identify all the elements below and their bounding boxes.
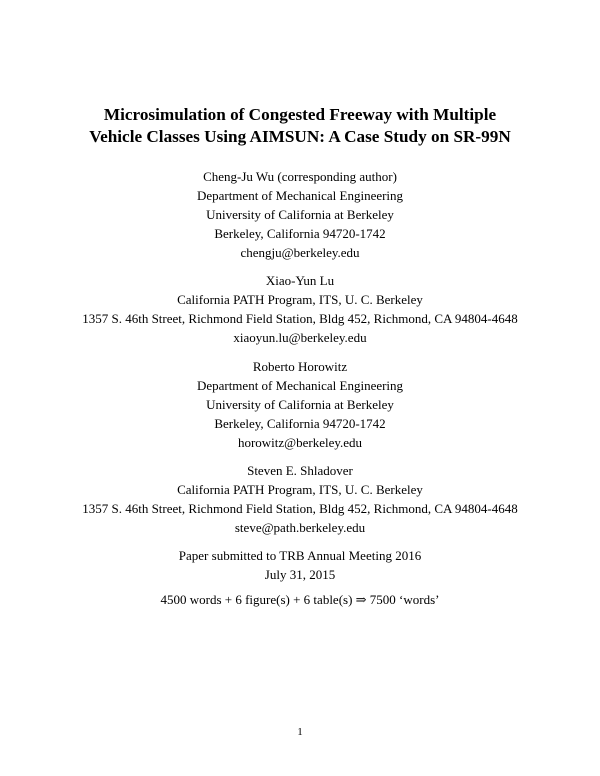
author-address-line: 1357 S. 46th Street, Richmond Field Station, Bldg 452, Richmond, CA 94804-4648	[82, 311, 518, 326]
author-email: chengju@berkeley.edu	[240, 245, 360, 260]
author-affiliation-line: Department of Mechanical Engineering	[196, 188, 404, 203]
author-name: Roberto Horowitz	[252, 359, 348, 374]
author-name: Cheng-Ju Wu (corresponding author)	[203, 169, 397, 184]
author-email: xiaoyun.lu@berkeley.edu	[233, 330, 367, 345]
author-name: Steven E. Shladover	[247, 463, 353, 478]
author-email: steve@path.berkeley.edu	[234, 520, 366, 535]
submission-info	[0, 546, 600, 584]
author-email: horowitz@berkeley.edu	[237, 435, 363, 450]
author-affiliation-line: Department of Mechanical Engineering	[196, 378, 404, 393]
author-address-line: Berkeley, California 94720-1742	[214, 416, 386, 431]
author-name: Xiao-Yun Lu	[265, 273, 335, 288]
author-affiliation-line: University of California at Berkeley	[206, 207, 394, 222]
submission-venue: Paper submitted to TRB Annual Meeting 2016	[178, 548, 422, 563]
author-address-line: Berkeley, California 94720-1742	[214, 226, 386, 241]
title-line-1: Microsimulation of Congested Freeway with Multiple	[103, 105, 497, 124]
page-number: 1	[297, 726, 303, 738]
author-block-lu	[0, 271, 600, 347]
author-block-shladover	[0, 461, 600, 537]
author-affiliation-line: California PATH Program, ITS, U. C. Berkeley	[177, 482, 423, 497]
author-address-line: 1357 S. 46th Street, Richmond Field Station, Bldg 452, Richmond, CA 94804-4648	[82, 501, 518, 516]
author-affiliation-line: University of California at Berkeley	[206, 397, 394, 412]
title-line-2: Vehicle Classes Using AIMSUN: A Case Study on SR-99N	[89, 127, 511, 146]
author-block-wu	[0, 167, 600, 262]
paper-title	[0, 104, 600, 148]
word-count: 4500 words + 6 figure(s) + 6 table(s) ⇒ 7500 ‘words’	[160, 592, 440, 607]
author-affiliation-line: California PATH Program, ITS, U. C. Berkeley	[177, 292, 423, 307]
author-block-horowitz	[0, 357, 600, 452]
submission-date: July 31, 2015	[264, 567, 336, 582]
